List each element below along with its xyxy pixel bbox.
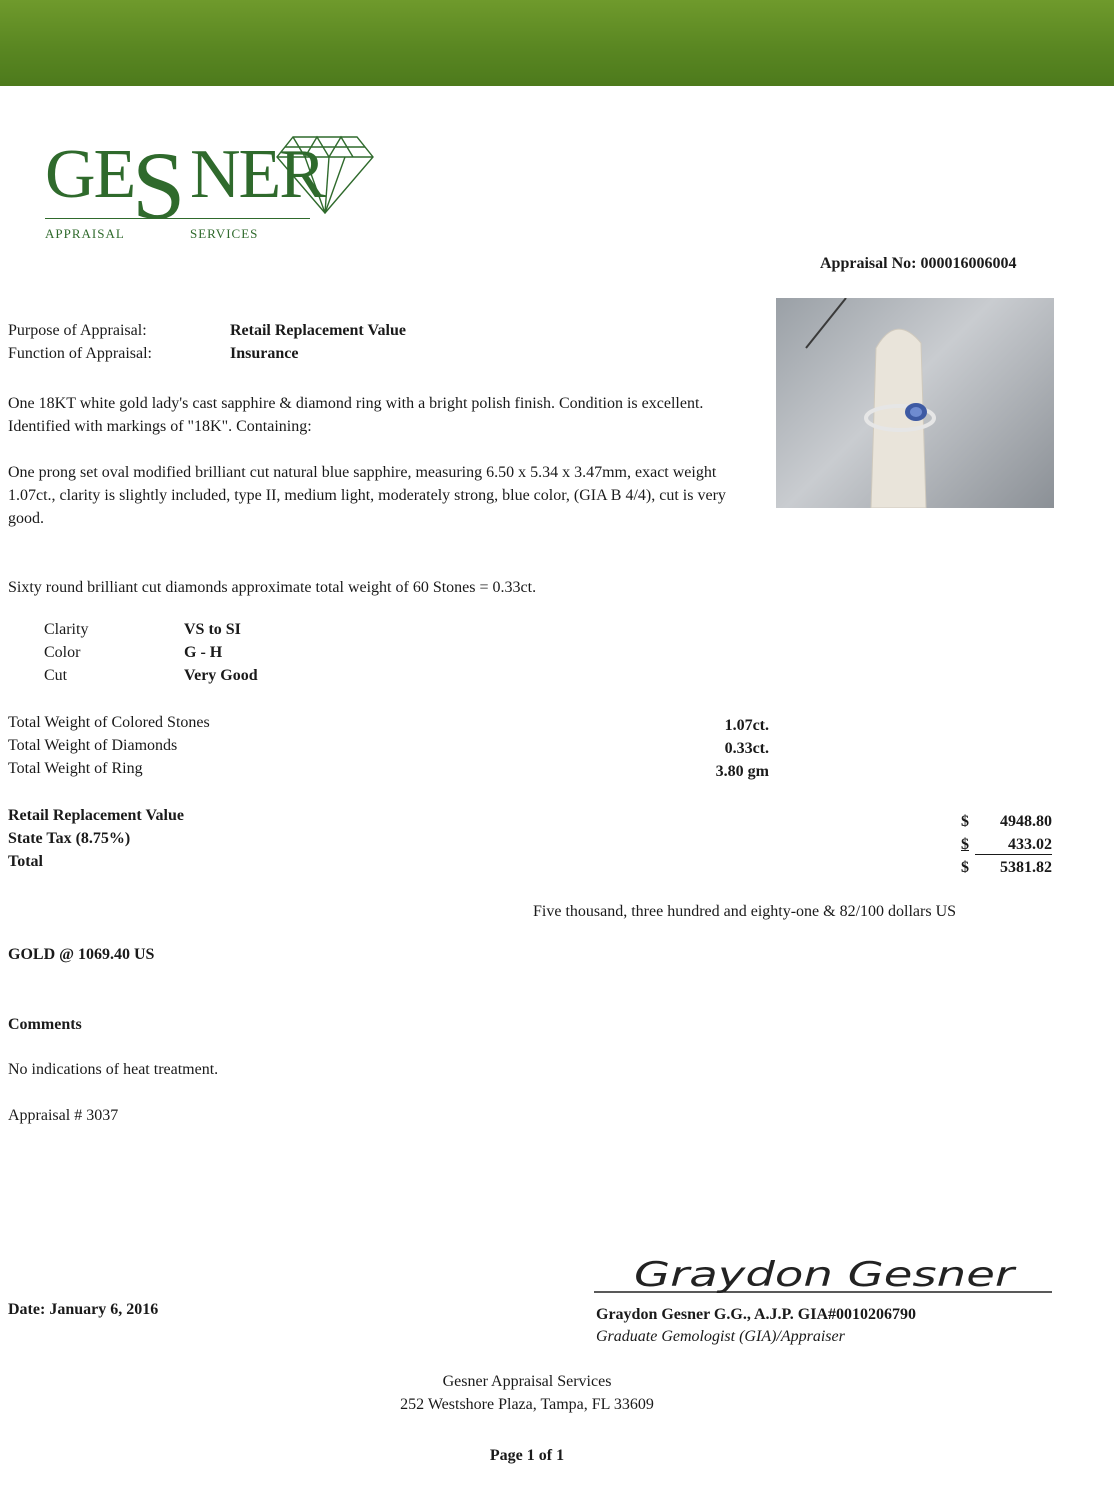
appraisal-date: Date: January 6, 2016	[8, 1301, 159, 1318]
weight-value: 1.07ct.	[724, 717, 769, 734]
company-logo	[40, 130, 380, 250]
footer-address: 252 Westshore Plaza, Tampa, FL 33609	[400, 1396, 654, 1413]
appraiser-title: Graduate Gemologist (GIA)/Appraiser	[596, 1328, 845, 1345]
purpose-label: Purpose of Appraisal:	[8, 322, 147, 339]
logo-text-left: GE	[45, 136, 135, 213]
function-value: Insurance	[230, 345, 299, 362]
appraisal-reference: Appraisal # 3037	[8, 1107, 119, 1124]
purpose-value: Retail Replacement Value	[230, 322, 406, 339]
function-label: Function of Appraisal:	[8, 345, 152, 362]
grading-label: Cut	[44, 667, 68, 684]
ring-photo	[776, 298, 1054, 508]
gold-price: GOLD @ 1069.40 US	[8, 946, 155, 963]
currency-symbol: $	[961, 813, 969, 830]
weight-label: Total Weight of Colored Stones	[8, 714, 210, 731]
logo-text-s: S	[132, 132, 184, 239]
weight-value: 0.33ct.	[724, 740, 769, 757]
comments-heading: Comments	[8, 1016, 82, 1033]
weight-label: Total Weight of Diamonds	[8, 737, 178, 754]
sapphire-description: One prong set oval modified brilliant cut natural blue sapphire, measuring 6.50 x 5.34 x 3.47mm, exact weight 1.07ct., clarity is slightly included, type II, medium light, moderately strong, blue color, (GIA B 4/4), cut is very good.	[8, 464, 726, 527]
comments-text: No indications of heat treatment.	[8, 1061, 219, 1078]
svg-text:Graydon Gesner: Graydon Gesner	[634, 1255, 1017, 1295]
retail-value-amount: 4948.80	[1000, 813, 1052, 830]
amount-in-words: Five thousand, three hundred and eighty-one & 82/100 dollars US	[533, 903, 957, 920]
total-amount: 5381.82	[1000, 859, 1052, 876]
value-label: Retail Replacement Value	[8, 807, 184, 824]
grading-value: Very Good	[184, 667, 258, 684]
grading-value: G - H	[184, 644, 223, 661]
value-label: Total	[8, 853, 43, 870]
weight-label: Total Weight of Ring	[8, 760, 143, 777]
logo-text-right: NER	[190, 136, 324, 213]
value-label: State Tax (8.75%)	[8, 830, 131, 847]
currency-symbol: $	[961, 836, 969, 853]
logo-subtitle-left: APPRAISAL	[45, 226, 125, 241]
weight-value: 3.80 gm	[715, 763, 769, 780]
page-number: Page 1 of 1	[489, 1447, 565, 1464]
signature	[594, 1248, 1054, 1298]
grading-label: Clarity	[44, 621, 89, 638]
tax-amount: 433.02	[975, 836, 1052, 855]
ring-description: One 18KT white gold lady's cast sapphire & diamond ring with a bright polish finish. Condition is excellent. Identified with markings of "18K". Containing:	[8, 395, 704, 435]
footer-company: Gesner Appraisal Services	[442, 1373, 612, 1390]
header-banner	[0, 0, 1114, 86]
diamond-description: Sixty round brilliant cut diamonds approximate total weight of 60 Stones = 0.33ct.	[8, 579, 537, 596]
grading-label: Color	[44, 644, 81, 661]
diamond-icon	[275, 135, 375, 215]
grading-value: VS to SI	[184, 621, 241, 638]
logo-subtitle-right: SERVICES	[190, 226, 259, 241]
appraisal-number: Appraisal No: 000016006004	[820, 255, 1017, 272]
appraiser-name: Graydon Gesner G.G., A.J.P. GIA#0010206790	[596, 1306, 917, 1323]
currency-symbol: $	[961, 859, 969, 876]
